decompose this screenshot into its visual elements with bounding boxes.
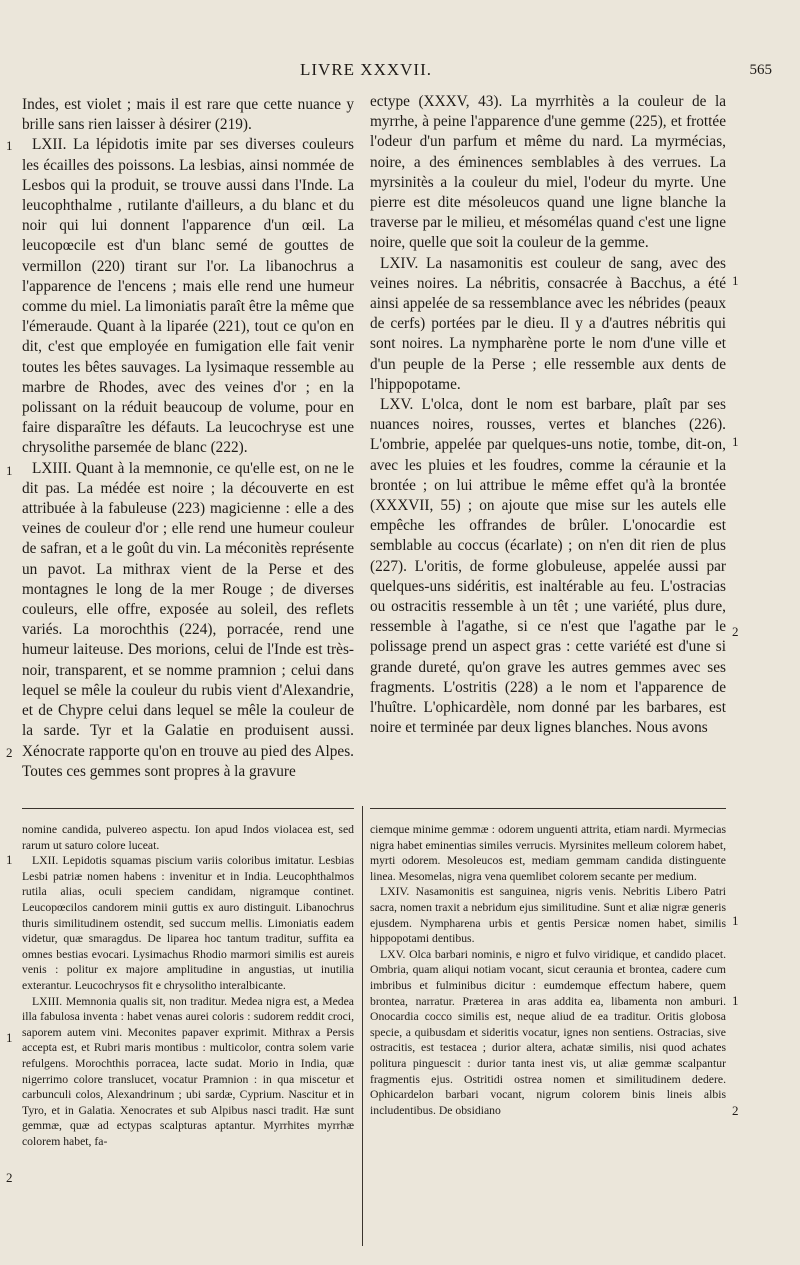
margin-number: 2 [6, 1170, 13, 1185]
margin-number: 2 [732, 624, 739, 639]
french-paragraph: LXIII. Quant à la memnonie, ce qu'elle est, on ne le dit pas. La médée est noire ; la découverte en est attribuée à la fabuleuse (223) magicienne : elle a des veines de couleur d'or ; elle rend une humeur couleur de safran, et a le goût du vin. La méconitès représente un pavot. La mithrax vient de la Perse et des montagnes le long de la mer Rouge ; de diverses couleurs, elle offre, exposée au soleil, des reflets variés. La morochthis (224), porracée, rend une humeur laiteuse. Des morions, celui de l'Inde est très-noir, transparent, et se nomme pramnion ; celui dans lequel se mêle la couleur du rubis vient d'Alexandrie, et de Chypre celui dans lequel se mêle la couleur de la sarde. Tyr et la Galatie en produisent aussi. Xénocrate rapporte qu'on en trouve au pied des Alpes. Toutes ces gemmes sont propres à la gravure [22, 459, 354, 780]
french-column-right [370, 92, 726, 805]
latin-paragraph: LXIII. Memnonia qualis sit, non traditur. Medea nigra est, a Medea illa fabulosa inventa : habet venas aurei coloris : sudorem reddit croci, saporem autem vini. Meconites papaver exprimit. Mithrax a Persis accepta est, et Rubri maris montibus : multicolor, contra solem varie refulgens. Morochthis porracea, lacte sudat. Morio in India, quæ nigerrimo colore translucet, vocatur Pramnion : in qua miscetur et carbunculi colos, Alexandrinum ; ubi sardæ, Cyprium. Nascitur et in Tyro, et in Galatia. Xenocrates et sub Alpibus nasci tradit. Hæ sunt gemmæ, quæ ad ectypas scalpturas aptantur. Myrrhites myrrhæ colorem habet, fa- [22, 994, 354, 1148]
french-paragraph: ectype (XXXV, 43). La myrrhitès a la couleur de la myrrhe, à peine l'apparence d'une gemme (225), et frottée l'odeur d'un parfum et même du nard. La myrmécias, noire, a des éminences semblables à des verrues. La myrsinitès a la couleur du miel, l'odeur du myrte. Une pierre est dite mésoleucos quand une ligne blanche la traverse par le milieu, et mésomélas quand c'est une ligne noire, quelle que soit la couleur de la gemme. [370, 93, 726, 252]
latin-paragraph: LXII. Lepidotis squamas piscium variis coloribus imitatur. Lesbias Lesbi patriæ nomen habens : invenitur et in India. Leucophthalmos rutila alias, oculi speciem candidam, nigramque continet. Leucopœcilos candorem minii guttis ex auro distinguit. Libanochrus thuris similitudinem ostendit, sed succum mellis. Limoniatis eadem videtur, quæ smaragdus. De liparea hoc tantum traditur, suffita ea omnes bestias evocari. Lysimachus Rhodio marmori similis est aureis venis : politur ex majore amplitudine in angustias, ut inutilia exterantur. Leucochrysos fit e chrysolitho interalbicante. [22, 854, 354, 992]
margin-number: 1 [6, 852, 13, 867]
french-paragraph: LXII. La lépidotis imite par ses diverses couleurs les écailles des poissons. La lesbias, ainsi nommée de Lesbos qui la produit, se trouve aussi dans l'Inde. La leucophthalme , rutilante d'ailleurs, a du blanc et du noir qui lui donnent l'apparence d'un œil. La leucopœcile est d'un blanc semé de gouttes de vermillon (220) tirant sur l'or. La libanochrus a l'apparence de l'encens ; mais elle rend une humeur comme du miel. La limoniatis paraît être la même que l'émeraude. Quant à la liparée (221), tout ce qu'on en dit, c'est que employée en fumigation elle fait venir toutes les bêtes sauvages. La lysimaque ressemble au marbre de Rhodes, avec des veines d'or ; en la polissant on la réduit beaucoup de volume, pour en faire disparaître les défauts. La leucochryse est une chrysolithe parsemée de blanc (222). [22, 136, 354, 457]
french-paragraph: LXV. L'olca, dont le nom est barbare, plaît par ses nuances noires, rousses, vertes et blanches (226). L'ombrie, appelée par quelques-uns notie, tombe, dit-on, avec les pluies et les foudres, comme la céraunie et la brontée ; on lui attribue le même effet qu'à la brontée (XXXVII, 55) ; on ajoute que mise sur les autels elle empêche les offrandes de brûler. L'onocardie est semblable au coccus (écarlate) ; on n'en dit rien de plus (227). L'oritis, de forme globuleuse, appelée aussi par quelques-uns sidéritis, est inaltérable au feu. L'ostracias ou ostracitis ressemble à un têt ; une variété, plus dure, ressemble à l'agathe, si ce n'est que l'agathe par le polissage prend un aspect gras : cette variété est d'une si grande dureté, qu'on grave les autres gemmes avec ses fragments. L'ostritis (228) a le nom et l'apparence de l'huître. L'ophicardèle, nom donné par les barbares, est noire et terminée par deux lignes blanches. Nous avons [370, 396, 726, 737]
margin-number: 1 [6, 463, 13, 478]
french-paragraph: LXIV. La nasamonitis est couleur de sang, avec des veines noires. La nébritis, consacrée à Bacchus, a été ainsi appelée de sa ressemblance avec les nébrides (peaux de cerfs) portées par le dieu. Il y a d'autres nébritis qui sont noires. La nympharène porte le nom d'une ville et d'un peuple de la Perse ; elle ressemble aux dents de l'hippopotame. [370, 254, 726, 393]
latin-paragraph: LXIV. Nasamonitis est sanguinea, nigris venis. Nebritis Libero Patri sacra, nomen traxit a nebridum ejus similitudine. Sunt et aliæ nigræ generis ejusdem. Nympharena urbis et gentis Persicæ nomen habet, similis hippopotami dentibus. [370, 885, 726, 946]
latin-column-right [370, 822, 726, 1242]
column-rule [362, 806, 363, 1246]
margin-number: 1 [6, 138, 13, 153]
french-column-left [22, 95, 354, 805]
margin-number: 1 [732, 273, 739, 288]
margin-number: 1 [732, 434, 739, 449]
divider-rule [370, 808, 726, 809]
running-head: LIVRE XXXVII. [300, 60, 432, 79]
margin-number: 2 [732, 1103, 739, 1118]
french-paragraph: Indes, est violet ; mais il est rare que cette nuance y brille sans rien laisser à désirer (219). [22, 96, 354, 134]
margin-number: 1 [732, 993, 739, 1008]
latin-paragraph: nomine candida, pulvereo aspectu. Ion apud Indos violacea est, sed rarum ut saturo colore luceat. [22, 823, 354, 852]
latin-paragraph: LXV. Olca barbari nominis, e nigro et fulvo viridique, et candido placet. Ombria, quam aliqui notiam vocant, sicut ceraunia et brontea, cadere cum imbribus et fulminibus dicitur : eumdemque effectum habere, quem brontea, narratur. Præterea in aras addita ea, libamenta non amburi. Onocardia cocco similis est, neque aliud de ea traditur. Oritis globosa specie, a quibusdam et sideritis vocatur, ignes non sentiens. Ostracias, sive ostracitis, est testacea ; durior altera, achatæ similis, nisi quod achates politura pinguescit : durior tanta inest vis, ut aliæ gemmæ scalpantur fragmentis ejus. Ostritidi ostrea nomen et similitudinem dedere. Ophicardelon barbari vocant, nigrum colorem binis lineis albis includentibus. De obsidiano [370, 947, 726, 1117]
page-number: 565 [749, 62, 772, 78]
margin-number: 2 [6, 745, 13, 760]
latin-paragraph: ciemque minime gemmæ : odorem unguenti attrita, etiam nardi. Myrmecias nigra habet eminentias similes verrucis. Myrsinites melleum colorem habet, myrti odorem. Mesoleucos est, mediam gemmam candida distinguente linea. Mesomelas, nigra vena quemlibet colorem secante per medium. [370, 823, 726, 883]
latin-column-left [22, 822, 354, 1242]
divider-rule [22, 808, 354, 809]
margin-number: 1 [6, 1030, 13, 1045]
margin-number: 1 [732, 913, 739, 928]
